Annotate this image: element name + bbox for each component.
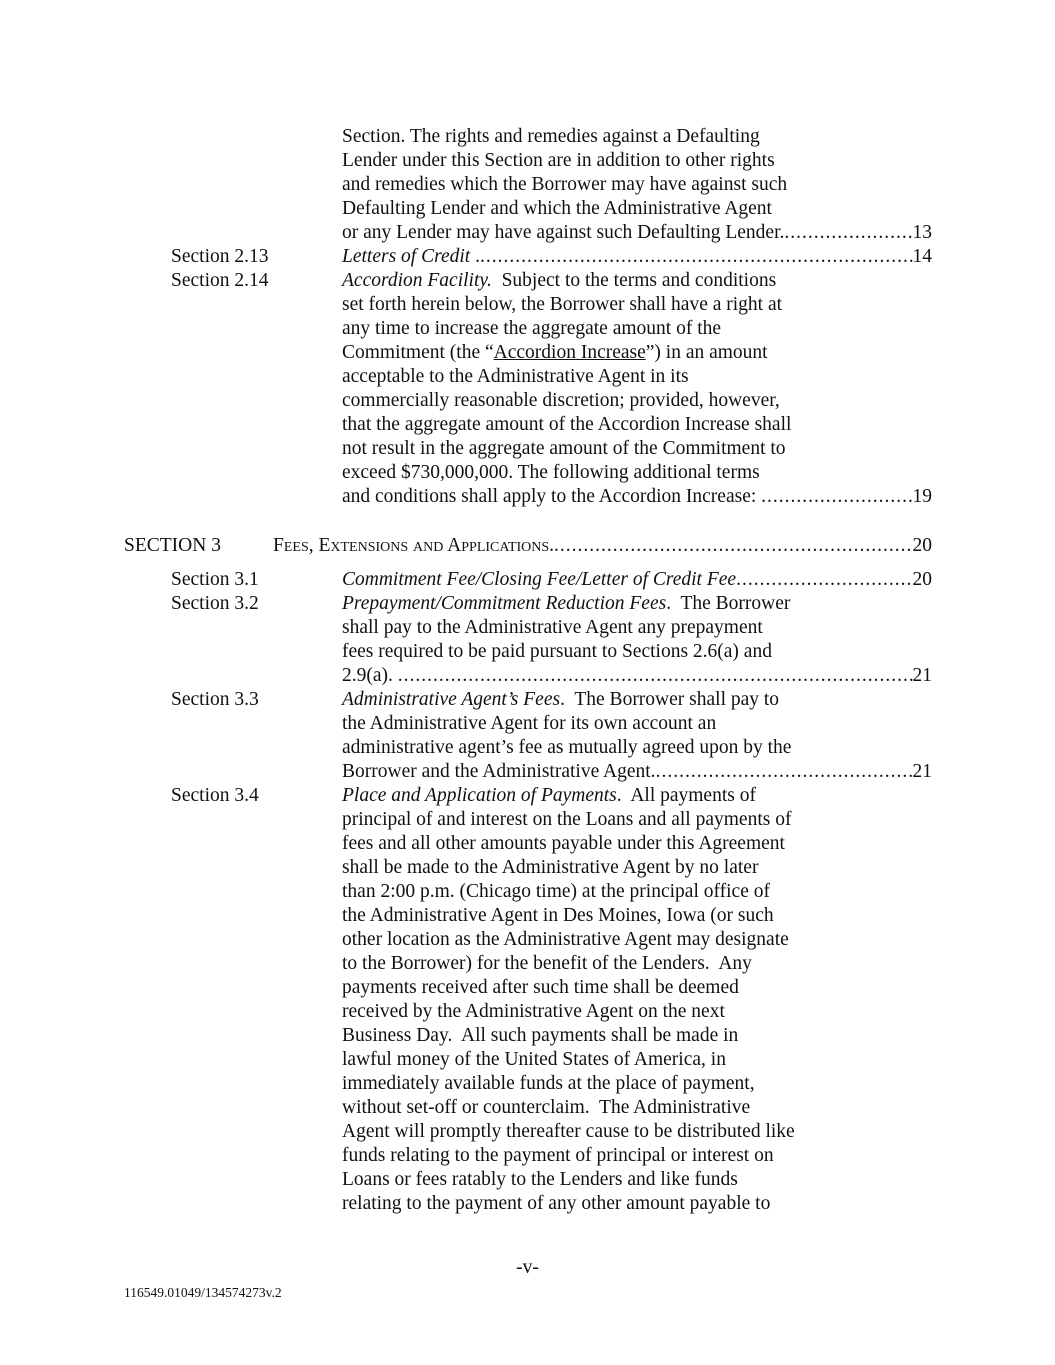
page-number: 20 [912, 535, 932, 556]
toc-text-line: . The Borrower [666, 593, 791, 614]
toc-text-line: principal of and interest on the Loans and all payments of [342, 809, 792, 830]
toc-entry-leader [342, 485, 932, 509]
page-number: 13 [912, 222, 932, 243]
dot-leader [554, 534, 912, 558]
toc-text-line [342, 341, 768, 365]
toc-text-line: and remedies which the Borrower may have against such [342, 174, 788, 195]
section-number: Section 2.14 [171, 270, 269, 291]
toc-text-line: relating to the payment of any other amount payable to [342, 1193, 771, 1214]
toc-text-line: other location as the Administrative Agent may designate [342, 929, 789, 950]
toc-entry-section-3-4[interactable] [342, 784, 756, 808]
toc-text-line: administrative agent’s fee as mutually agreed upon by the [342, 737, 792, 758]
dot-leader [656, 760, 913, 784]
section-number: Section 2.13 [171, 246, 269, 267]
toc-text-line: lawful money of the United States of America, in [342, 1049, 726, 1070]
dot-leader [736, 568, 912, 592]
page-number: 19 [912, 486, 932, 507]
toc-text-line: or any Lender may have against such Defaulting Lender. [342, 222, 785, 243]
section-title: Commitment Fee/Closing Fee/Letter of Credit Fee [342, 569, 737, 590]
toc-text-line: the Administrative Agent in Des Moines, Iowa (or such [342, 905, 774, 926]
toc-text-line: . The Borrower shall pay to [560, 689, 780, 710]
section-title: Administrative Agent’s Fees [342, 689, 561, 710]
toc-text-line: to the Borrower) for the benefit of the Lenders. Any [342, 953, 752, 974]
toc-text-line: that the aggregate amount of the Accordion Increase shall [342, 414, 792, 435]
toc-text-line: funds relating to the payment of principal or interest on [342, 1145, 774, 1166]
toc-text-line: Loans or fees ratably to the Lenders and like funds [342, 1169, 738, 1190]
page-number: 14 [912, 246, 932, 267]
toc-text-line: exceed $730,000,000. The following additional terms [342, 462, 760, 483]
toc-text-line: than 2:00 p.m. (Chicago time) at the principal office of [342, 881, 770, 902]
toc-text-line: without set-off or counterclaim. The Administrative [342, 1097, 751, 1118]
toc-text-line: Agent will promptly thereafter cause to be distributed like [342, 1121, 795, 1142]
section-number: Section 3.2 [171, 593, 259, 614]
toc-text-line: Subject to the terms and conditions [491, 270, 777, 291]
toc-text-line: acceptable to the Administrative Agent in its [342, 366, 689, 387]
title-suffix: . [470, 246, 480, 267]
toc-text-line: received by the Administrative Agent on the next [342, 1001, 725, 1022]
toc-text-line: and conditions shall apply to the Accordion Increase: [342, 486, 762, 507]
toc-text-line: any time to increase the aggregate amount of the [342, 318, 722, 339]
toc-entry-leader [342, 664, 932, 688]
toc-text-line: immediately available funds at the place of payment, [342, 1073, 755, 1094]
page-number: 20 [912, 569, 932, 590]
dot-leader [480, 245, 913, 269]
document-id: 116549.01049/134574273v.2 [124, 1285, 282, 1300]
section-title: Place and Application of Payments [342, 785, 617, 806]
toc-entry-leader [342, 760, 932, 784]
toc-text-line: Defaulting Lender and which the Administrative Agent [342, 198, 772, 219]
page-number: 21 [912, 665, 932, 686]
toc-entry-section-3[interactable] [273, 534, 932, 558]
section-number: SECTION 3 [124, 535, 221, 556]
section-title: Letters of Credit [342, 246, 471, 267]
toc-entry-section-3-2[interactable] [342, 592, 790, 616]
toc-text-line: shall pay to the Administrative Agent any prepayment [342, 617, 763, 638]
toc-text-line: Business Day. All such payments shall be made in [342, 1025, 739, 1046]
toc-entry-section-3-1[interactable] [342, 568, 932, 592]
section-number: Section 3.3 [171, 689, 259, 710]
dot-leader [784, 221, 912, 245]
defined-term: Accordion Increase [493, 342, 646, 363]
text-fragment: ”) in an amount [645, 342, 768, 363]
toc-text-line: the Administrative Agent for its own account an [342, 713, 717, 734]
toc-entry-leader [342, 221, 932, 245]
section-number: Section 3.1 [171, 569, 259, 590]
section-number: Section 3.4 [171, 785, 259, 806]
dot-leader [398, 664, 913, 688]
page-number: 21 [912, 761, 932, 782]
toc-entry-section-2-13[interactable] [342, 245, 932, 269]
section-title: Fees, Extensions and Applications. [273, 535, 555, 556]
toc-entry-section-2-14[interactable] [342, 269, 776, 293]
toc-text-line: payments received after such time shall be deemed [342, 977, 739, 998]
toc-entry-section-3-3[interactable] [342, 688, 779, 712]
page-label: -v- [516, 1257, 539, 1278]
toc-text-line: fees required to be paid pursuant to Sections 2.6(a) and [342, 641, 772, 662]
section-title: Prepayment/Commitment Reduction Fees [342, 593, 667, 614]
toc-text-line: set forth herein below, the Borrower shall have a right at [342, 294, 783, 315]
toc-text-line: . All payments of [616, 785, 756, 806]
section-title: Accordion Facility. [342, 270, 492, 291]
toc-text-line: commercially reasonable discretion; provided, however, [342, 390, 780, 411]
toc-text-line: shall be made to the Administrative Agent by no later [342, 857, 759, 878]
toc-text-line: not result in the aggregate amount of the Commitment to [342, 438, 786, 459]
toc-text-line: Borrower and the Administrative Agent. [342, 761, 656, 782]
text-fragment: Commitment (the “ [342, 342, 494, 363]
toc-text-line: fees and all other amounts payable under this Agreement [342, 833, 785, 854]
toc-text-line: 2.9(a). [342, 665, 398, 686]
toc-text-line: Section. The rights and remedies against a Defaulting [342, 126, 760, 147]
dot-leader [761, 485, 912, 509]
toc-text-line: Lender under this Section are in addition to other rights [342, 150, 775, 171]
